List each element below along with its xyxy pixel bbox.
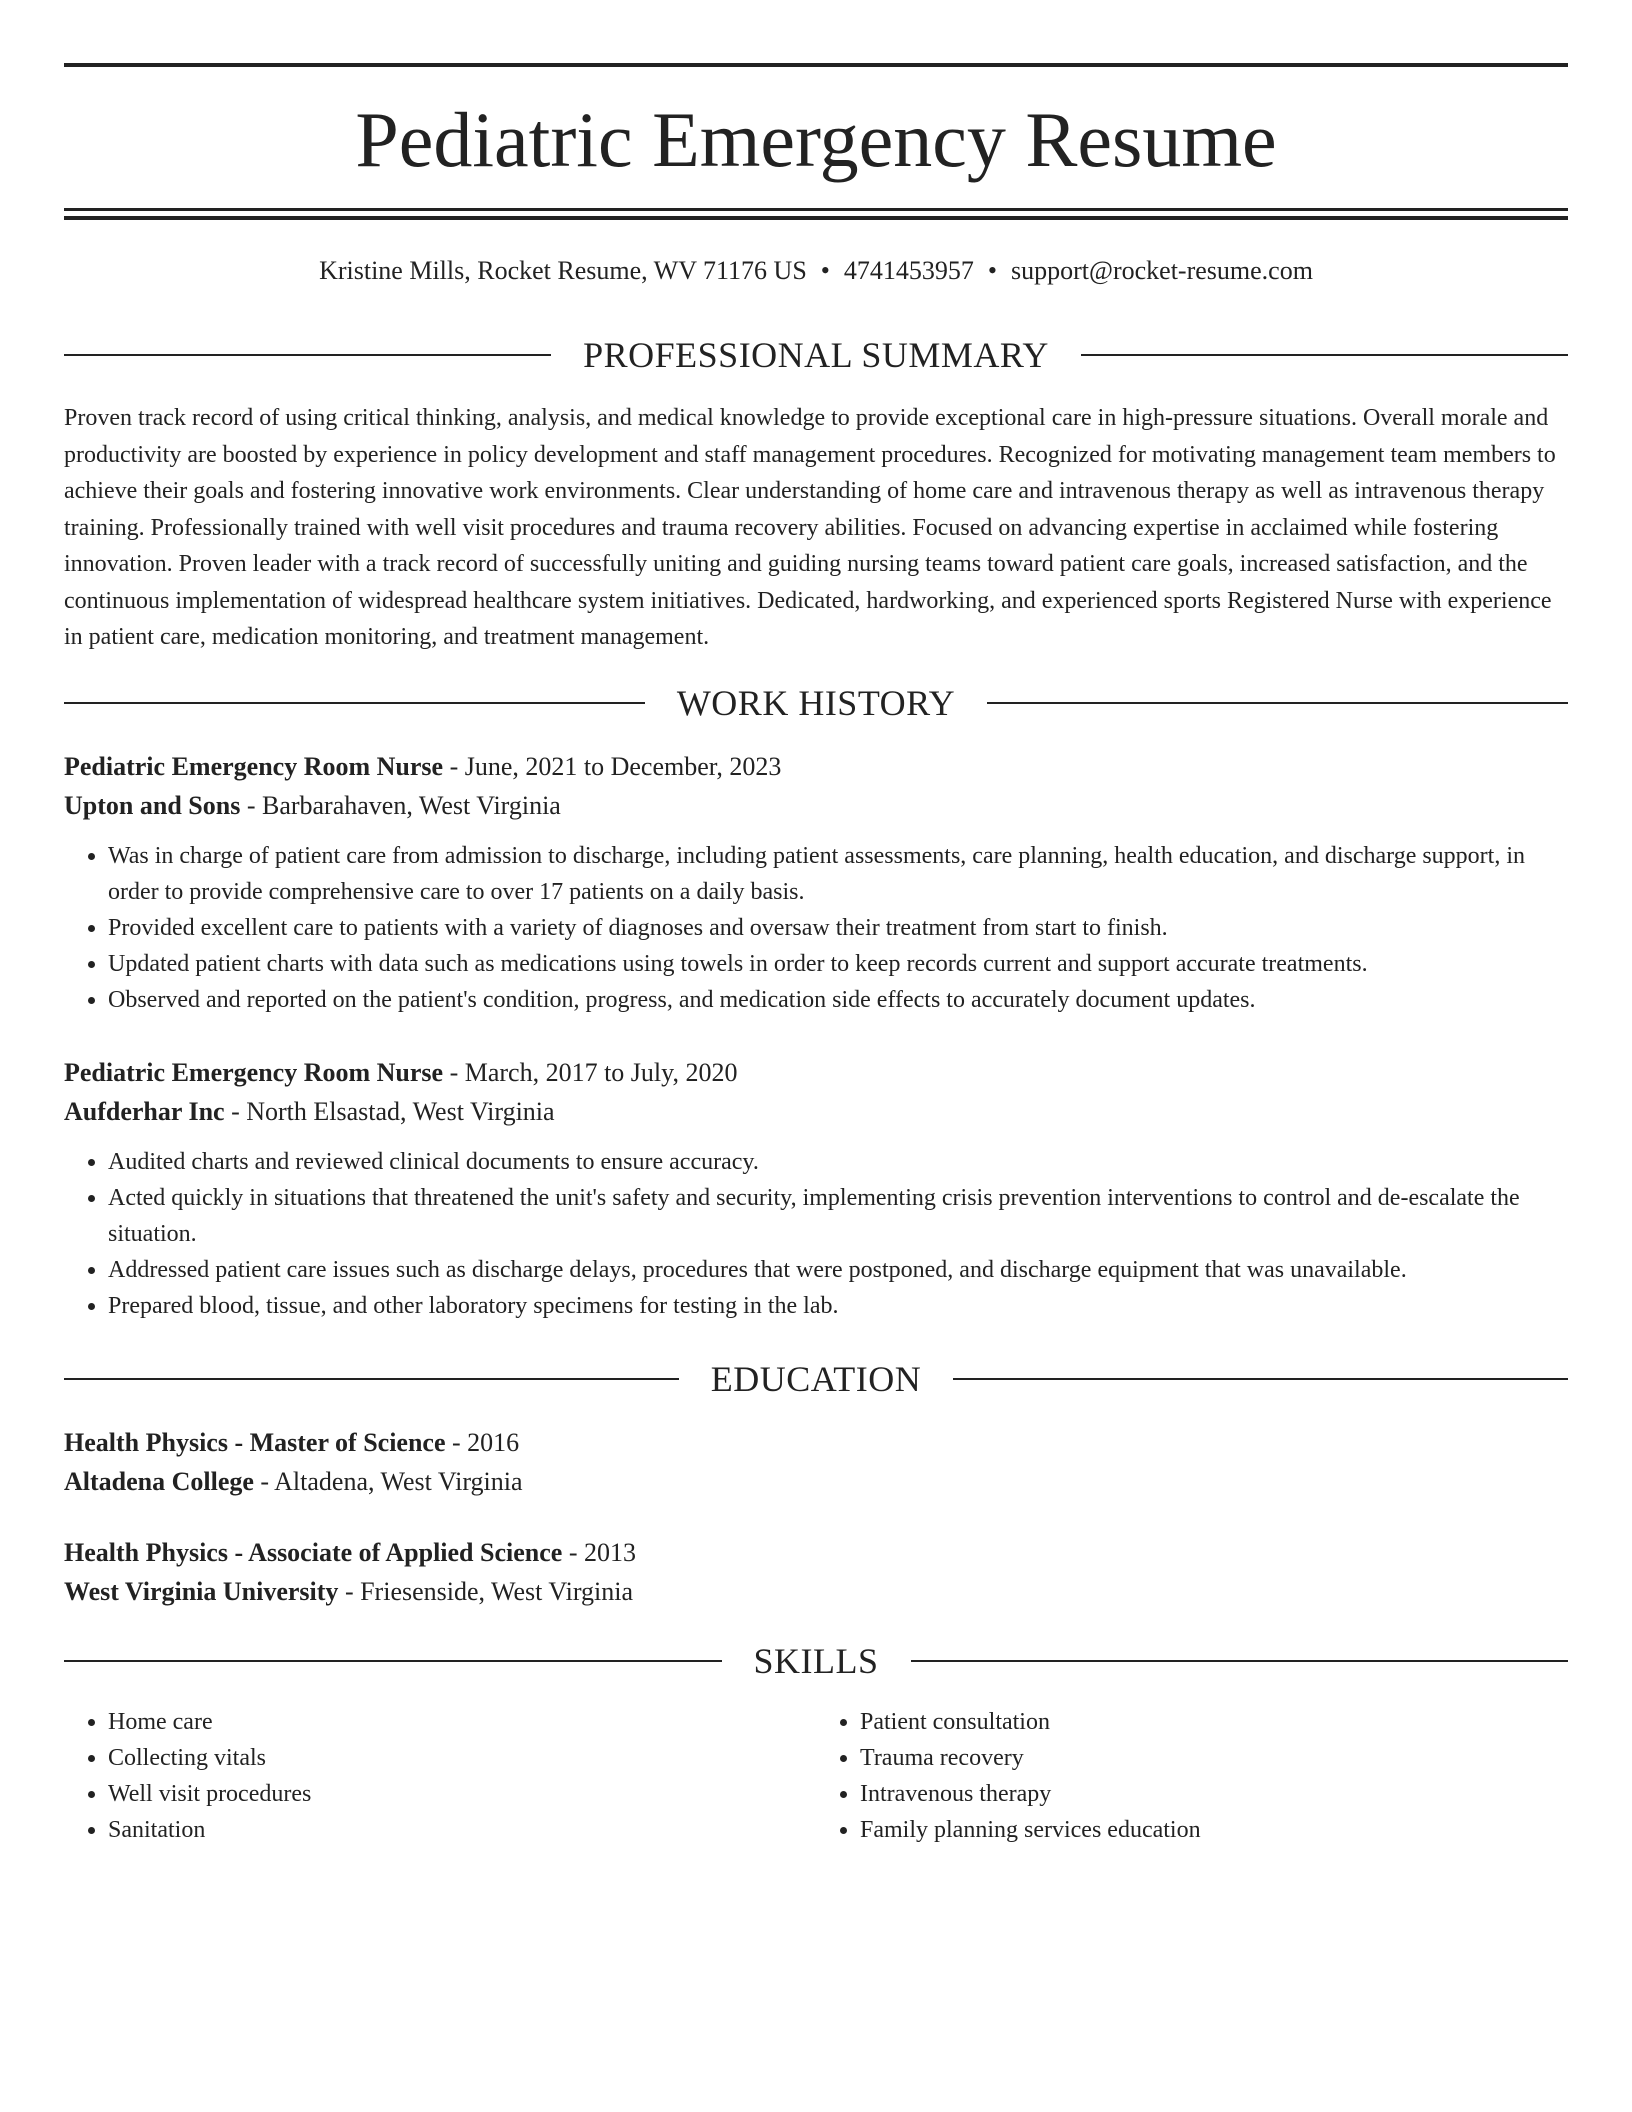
skill-item: • Collecting vitals xyxy=(108,1740,816,1776)
list-item: • Observed and reported on the patient's condition, progress, and medication side effects to accurately document updates. xyxy=(108,982,1568,1018)
contact-separator: • xyxy=(987,256,998,285)
section-heading-skills xyxy=(64,1639,1568,1683)
job-dates: - March, 2017 to July, 2020 xyxy=(443,1058,738,1087)
top-rule xyxy=(64,63,1568,67)
degree-line xyxy=(64,1533,1568,1572)
degree: Health Physics - Associate of Applied Science xyxy=(64,1538,563,1567)
list-item: • Addressed patient care issues such as discharge delays, procedures that were postponed, and discharge equipment that was unavailable. xyxy=(108,1252,1568,1288)
job-company-line xyxy=(64,786,1568,825)
list-item: • Audited charts and reviewed clinical documents to ensure accuracy. xyxy=(108,1144,1568,1180)
job-title: Pediatric Emergency Room Nurse xyxy=(64,752,444,781)
summary-text: Proven track record of using critical thinking, analysis, and medical knowledge to provide exceptional care in high-pressure situations. Overall morale and productivity are boosted by experience in policy development and staff management procedures. Recognized for motivating management team members to achieve their goals and fostering innovative work environments. Clear understanding of home care and intravenous therapy as well as intravenous therapy training. Professionally trained with well visit procedures and trauma recovery abilities. Focused on advancing expertise in acclaimed while fostering innovation. Proven leader with a track record of successfully uniting and guiding nursing teams toward patient care goals, increased satisfaction, and the continuous implementation of widespread healthcare system initiatives. Dedicated, hardworking, and experienced sports Registered Nurse with experience in patient care, medication monitoring, and treatment management. xyxy=(64,405,1556,650)
job-bullets xyxy=(64,838,1568,1018)
contact-email: support@rocket-resume.com xyxy=(1011,256,1313,285)
job-location: - Barbarahaven, West Virginia xyxy=(240,791,561,820)
school: West Virginia University xyxy=(64,1577,339,1606)
school-line xyxy=(64,1462,1568,1501)
section-title: EDUCATION xyxy=(710,1359,922,1399)
heading-rule xyxy=(64,702,645,704)
skills-column-right xyxy=(816,1704,1568,1848)
skills-list xyxy=(64,1704,1568,1848)
school-location: - Altadena, West Virginia xyxy=(253,1467,523,1496)
job-title: Pediatric Emergency Room Nurse xyxy=(64,1058,444,1087)
list-item: • Provided excellent care to patients with a variety of diagnoses and oversaw their treatment from start to finish. xyxy=(108,910,1568,946)
job-company-line xyxy=(64,1092,1568,1131)
list-item: • Prepared blood, tissue, and other laboratory specimens for testing in the lab. xyxy=(108,1288,1568,1324)
section-heading-education xyxy=(64,1357,1568,1401)
job-dates: - June, 2021 to December, 2023 xyxy=(443,752,782,781)
heading-rule xyxy=(953,1378,1568,1380)
section-heading-summary xyxy=(64,333,1568,377)
degree-year: - 2013 xyxy=(562,1538,636,1567)
contact-separator: • xyxy=(820,256,830,285)
job-location: - North Elsastad, West Virginia xyxy=(224,1097,555,1126)
job-company: Aufderhar Inc xyxy=(64,1097,225,1126)
job-entry xyxy=(64,747,1568,1018)
contact-line xyxy=(64,254,1568,288)
job-company: Upton and Sons xyxy=(64,791,241,820)
list-item: • Acted quickly in situations that threatened the unit's safety and security, implementing crisis prevention interventions to control and de-escalate the situation. xyxy=(108,1180,1568,1252)
skills-column-left xyxy=(64,1704,816,1848)
heading-rule xyxy=(64,1378,679,1380)
job-title-line xyxy=(64,747,1568,786)
job-entry xyxy=(64,1053,1568,1324)
heading-rule xyxy=(911,1660,1569,1662)
job-bullets xyxy=(64,1144,1568,1324)
heading-rule xyxy=(1081,354,1568,356)
education-entry xyxy=(64,1423,1568,1501)
heading-rule xyxy=(64,354,551,356)
school-location: - Friesenside, West Virginia xyxy=(338,1577,634,1606)
skill-item: • Home care xyxy=(108,1704,816,1740)
section-title: PROFESSIONAL SUMMARY xyxy=(583,335,1049,375)
heading-rule xyxy=(987,702,1568,704)
job-title-line xyxy=(64,1053,1568,1092)
degree-line xyxy=(64,1423,1568,1462)
section-title: WORK HISTORY xyxy=(676,683,956,723)
school-line xyxy=(64,1572,1568,1611)
resume-title: Pediatric Emergency Resume xyxy=(355,96,1277,183)
heading-rule xyxy=(64,1660,722,1662)
section-title: SKILLS xyxy=(753,1641,879,1681)
title-double-rule xyxy=(64,208,1568,220)
skill-item: • Well visit procedures xyxy=(108,1776,816,1812)
section-heading-work-history xyxy=(64,681,1568,725)
degree: Health Physics - Master of Science xyxy=(64,1428,446,1457)
skill-item: • Family planning services education xyxy=(860,1812,1568,1848)
skill-item: • Sanitation xyxy=(108,1812,816,1848)
contact-phone: 4741453957 xyxy=(843,256,974,285)
skill-item: • Intravenous therapy xyxy=(860,1776,1568,1812)
school: Altadena College xyxy=(64,1467,254,1496)
list-item: • Was in charge of patient care from admission to discharge, including patient assessments, care planning, health education, and discharge support, in order to provide comprehensive care to over 17 patients on a daily basis. xyxy=(108,838,1568,910)
list-item: • Updated patient charts with data such as medications using towels in order to keep records current and support accurate treatments. xyxy=(108,946,1568,982)
contact-address: Kristine Mills, Rocket Resume, WV 71176 US xyxy=(319,256,807,285)
skill-item: • Patient consultation xyxy=(860,1704,1568,1740)
education-entry xyxy=(64,1533,1568,1611)
skill-item: • Trauma recovery xyxy=(860,1740,1568,1776)
degree-year: - 2016 xyxy=(445,1428,520,1457)
